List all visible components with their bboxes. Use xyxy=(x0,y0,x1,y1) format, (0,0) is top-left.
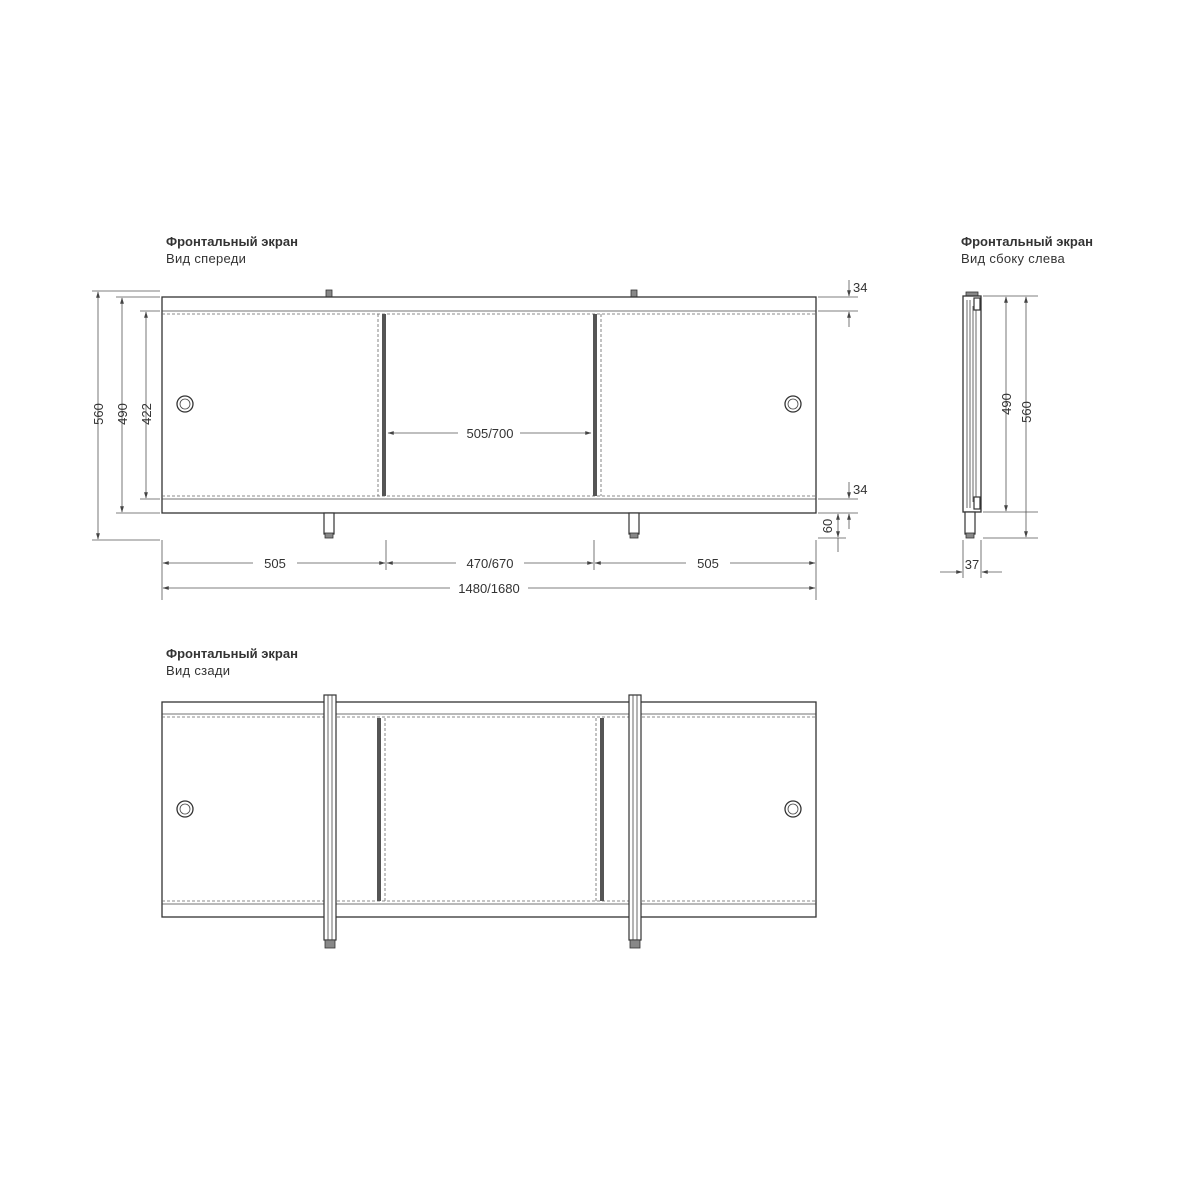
dim-total-length: 1480/1680 xyxy=(458,581,520,596)
right-handle-icon xyxy=(785,396,801,412)
back-left-handle-icon xyxy=(177,801,193,817)
top-screw-left xyxy=(326,290,332,297)
side-leg xyxy=(965,512,975,534)
side-view-heading: Фронтальный экран xyxy=(961,234,1093,249)
dim-center-panel: 470/670 xyxy=(466,556,514,571)
dim-center-opening: 505/700 xyxy=(466,426,514,441)
front-frame xyxy=(162,297,816,513)
dim-bottom-strip: 34 xyxy=(853,482,868,497)
leg-right xyxy=(629,513,639,534)
back-view-subtitle: Вид сзади xyxy=(166,663,231,678)
top-screw-right xyxy=(631,290,637,297)
left-handle-icon xyxy=(177,396,193,412)
front-view-heading: Фронтальный экран xyxy=(166,234,298,249)
dim-total-height: 560 xyxy=(91,403,106,425)
front-view-subtitle: Вид спереди xyxy=(166,251,247,266)
back-support-right xyxy=(629,695,641,940)
dim-top-strip: 34 xyxy=(853,280,868,295)
side-view-subtitle: Вид сбоку слева xyxy=(961,251,1066,266)
back-frame xyxy=(162,702,816,917)
dim-side-490: 490 xyxy=(999,393,1014,415)
back-support-left xyxy=(324,695,336,940)
dim-left-panel: 505 xyxy=(264,556,286,571)
left-panel-edge xyxy=(382,314,386,496)
back-view-heading: Фронтальный экран xyxy=(166,646,298,661)
side-view-drawing xyxy=(940,292,1038,578)
dim-leg-height: 60 xyxy=(820,518,835,534)
side-profile xyxy=(963,296,981,512)
right-panel-edge xyxy=(593,314,597,496)
dim-side-depth: 37 xyxy=(964,557,980,572)
dim-side-560: 560 xyxy=(1019,401,1034,423)
dim-panel-height: 490 xyxy=(115,403,130,425)
front-view-drawing xyxy=(91,280,867,600)
back-view-drawing xyxy=(162,695,816,948)
back-right-handle-icon xyxy=(785,801,801,817)
dim-inner-height: 422 xyxy=(139,403,154,425)
leg-left xyxy=(324,513,334,534)
dim-right-panel: 505 xyxy=(697,556,719,571)
